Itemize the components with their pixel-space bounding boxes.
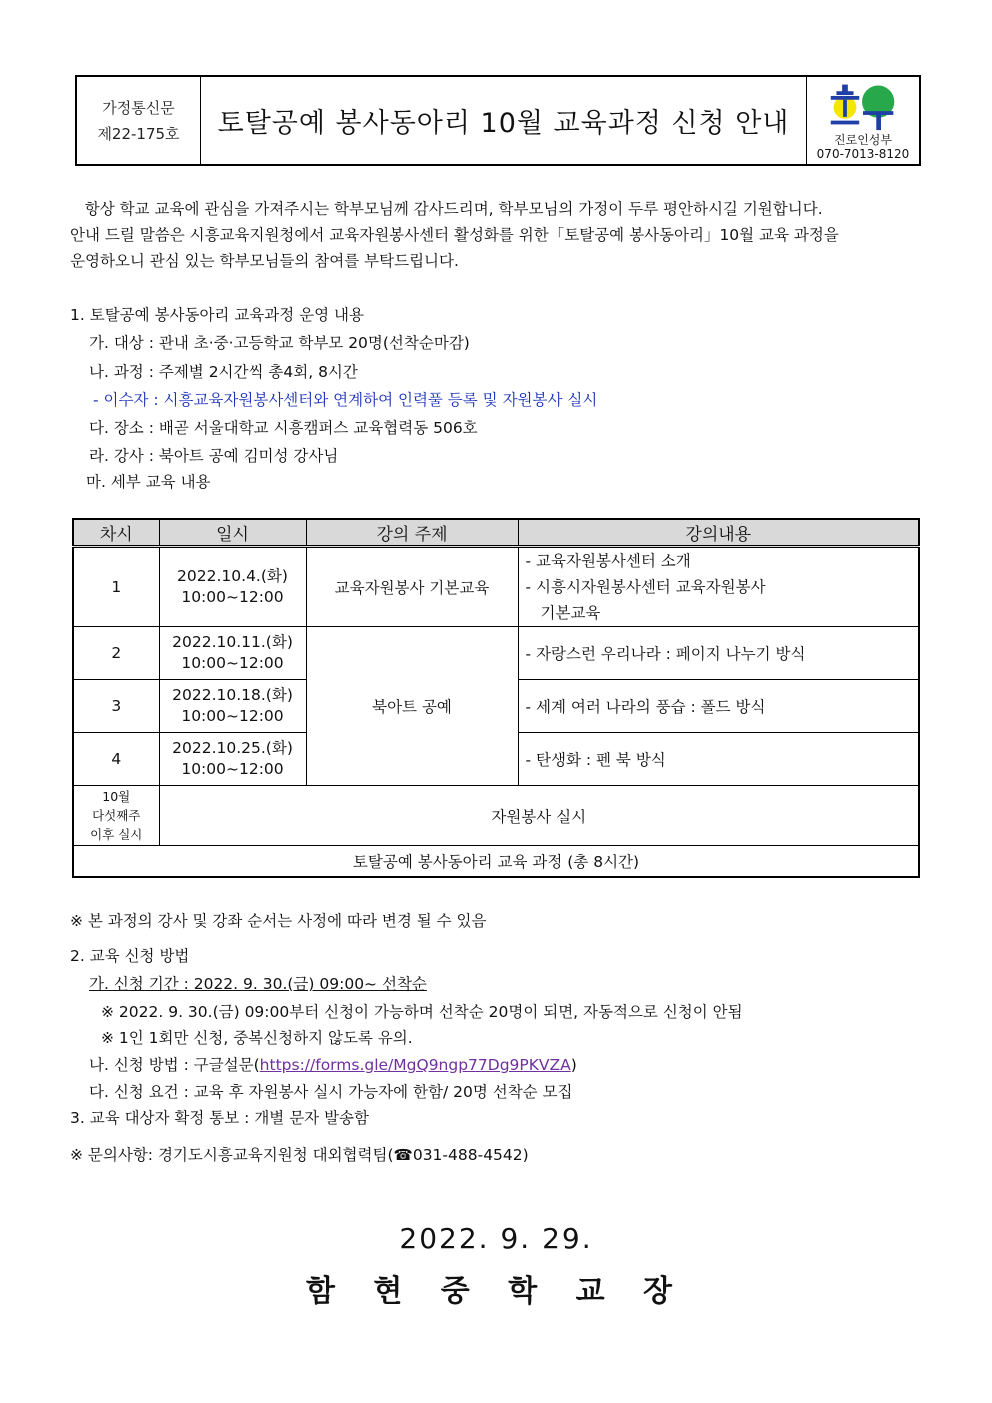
content-line: - 시흥시자원봉사센터 교육자원봉사 <box>525 578 766 596</box>
schedule-table <box>72 518 920 878</box>
session-cell: 1 <box>73 547 159 627</box>
department-label: 진로인성부 <box>834 133 892 147</box>
notice-header <box>75 75 921 166</box>
date-text: 2022.10.4.(화) <box>177 567 288 585</box>
column-header: 일시 <box>159 519 306 547</box>
content-cell: - 세계 여러 나라의 풍습 : 폴드 방식 <box>518 680 919 733</box>
volunteer-session-cell <box>73 786 159 846</box>
section1-location: 다. 장소 : 배곧 서울대학교 시흥캠퍼스 교육협력동 506호 <box>89 419 478 437</box>
intro-paragraph <box>70 196 922 274</box>
datetime-cell <box>159 733 306 786</box>
issue-date: 2022. 9. 29. <box>399 1222 593 1255</box>
volunteer-text-cell: 자원봉사 실시 <box>159 786 919 846</box>
school-logo-icon <box>827 77 899 132</box>
section1-details-label: 마. 세부 교육 내용 <box>86 473 211 491</box>
section2-requirement: 다. 신청 요건 : 교육 후 자원봉사 실시 가능자에 한함/ 20명 선착순 모집 <box>89 1083 573 1101</box>
table-footer-row <box>73 846 919 877</box>
section2-heading: 2. 교육 신청 방법 <box>70 947 190 965</box>
column-header: 차시 <box>73 519 159 547</box>
intro-line-3: 운영하오니 관심 있는 학부모님들의 참여를 부탁드립니다. <box>70 252 459 270</box>
section1-instructor: 라. 강사 : 북아트 공예 김미성 강사님 <box>89 447 339 465</box>
section2-period-note-1: ※ 2022. 9. 30.(금) 09:00부터 신청이 가능하며 선착순 20명이 되면, 자동적으로 신청이 안됨 <box>101 1003 743 1021</box>
section3-notification: 3. 교육 대상자 확정 통보 : 개별 문자 발송함 <box>70 1109 369 1127</box>
google-form-link[interactable]: https://forms.gle/MgQ9ngp77Dg9PKVZA <box>259 1056 571 1074</box>
method-prefix: 나. 신청 방법 : 구글설문( <box>89 1056 260 1074</box>
datetime-cell <box>159 547 306 627</box>
principal-signature: 함 현 중 학 교 장 <box>305 1274 687 1309</box>
notice-number-box <box>77 77 201 164</box>
date-text: 2022.10.18.(화) <box>172 686 293 704</box>
time-text: 10:00~12:00 <box>181 760 284 778</box>
date-text: 2022.10.25.(화) <box>172 739 293 757</box>
section2-period-note-2: ※ 1인 1회만 신청, 중복신청하지 않도록 유의. <box>101 1029 413 1047</box>
time-text: 10:00~12:00 <box>181 707 284 725</box>
volunteer-session-line: 10월 <box>102 789 131 804</box>
table-header-row <box>73 519 919 547</box>
date-text: 2022.10.11.(화) <box>172 633 293 651</box>
datetime-cell <box>159 627 306 680</box>
session-cell: 3 <box>73 680 159 733</box>
table-row <box>73 786 919 846</box>
content-line: 기본교육 <box>540 604 601 622</box>
intro-line <box>70 196 922 222</box>
school-logo-box <box>806 77 919 164</box>
shared-topic-cell: 북아트 공예 <box>306 627 518 786</box>
content-cell <box>518 547 919 627</box>
table-row <box>73 627 919 680</box>
column-header: 강의 주제 <box>306 519 518 547</box>
volunteer-session-line: 이후 실시 <box>90 827 143 842</box>
table-row <box>73 547 919 627</box>
section1-heading: 1. 토탈공예 봉사동아리 교육과정 운영 내용 <box>70 306 364 324</box>
content-cell: - 탄생화 : 펜 북 방식 <box>518 733 919 786</box>
notice-number: 제22-175호 <box>97 124 180 143</box>
volunteer-session-line: 다섯째주 <box>92 808 141 823</box>
time-text: 10:00~12:00 <box>181 588 284 606</box>
department-phone: 070-7013-8120 <box>816 147 910 161</box>
content-line: - 교육자원봉사센터 소개 <box>525 552 691 570</box>
intro-line-2: 안내 드릴 말씀은 시흥교육지원청에서 교육자원봉사센터 활성화를 위한「토탈공예 봉사동아리」10월 교육 과정을 <box>70 226 839 244</box>
content-cell: - 자랑스런 우리나라 : 페이지 나누기 방식 <box>518 627 919 680</box>
notice-type: 가정통신문 <box>102 98 175 117</box>
page-title: 토탈공예 봉사동아리 10월 교육과정 신청 안내 <box>217 108 790 139</box>
section2-method <box>89 1055 577 1075</box>
session-cell: 2 <box>73 627 159 680</box>
section1-target: 가. 대상 : 관내 초·중·고등학교 학부모 20명(선착순마감) <box>89 334 470 352</box>
topic-cell: 교육자원봉사 기본교육 <box>306 547 518 627</box>
table-footer-cell: 토탈공예 봉사동아리 교육 과정 (총 8시간) <box>73 846 919 877</box>
datetime-cell <box>159 680 306 733</box>
section2-period: 가. 신청 기간 : 2022. 9. 30.(금) 09:00~ 선착순 <box>89 975 427 993</box>
intro-line-1: 항상 학교 교육에 관심을 가져주시는 학부모님께 감사드리며, 학부모님의 가정이 두루 평안하시길 기원합니다. <box>84 200 823 218</box>
contact-info: ※ 문의사항: 경기도시흥교육지원청 대외협력팀(☎031-488-4542) <box>70 1146 529 1164</box>
session-cell: 4 <box>73 733 159 786</box>
time-text: 10:00~12:00 <box>181 654 284 672</box>
change-notice: ※ 본 과정의 강사 및 강좌 순서는 사정에 따라 변경 될 수 있음 <box>70 912 487 930</box>
section1-completion-note: - 이수자 : 시흥교육자원봉사센터와 연계하여 인력풀 등록 및 자원봉사 실시 <box>93 391 598 409</box>
method-suffix: ) <box>570 1056 577 1074</box>
column-header: 강의내용 <box>518 519 919 547</box>
section1-course: 나. 과정 : 주제별 2시간씩 총4회, 8시간 <box>89 363 358 381</box>
